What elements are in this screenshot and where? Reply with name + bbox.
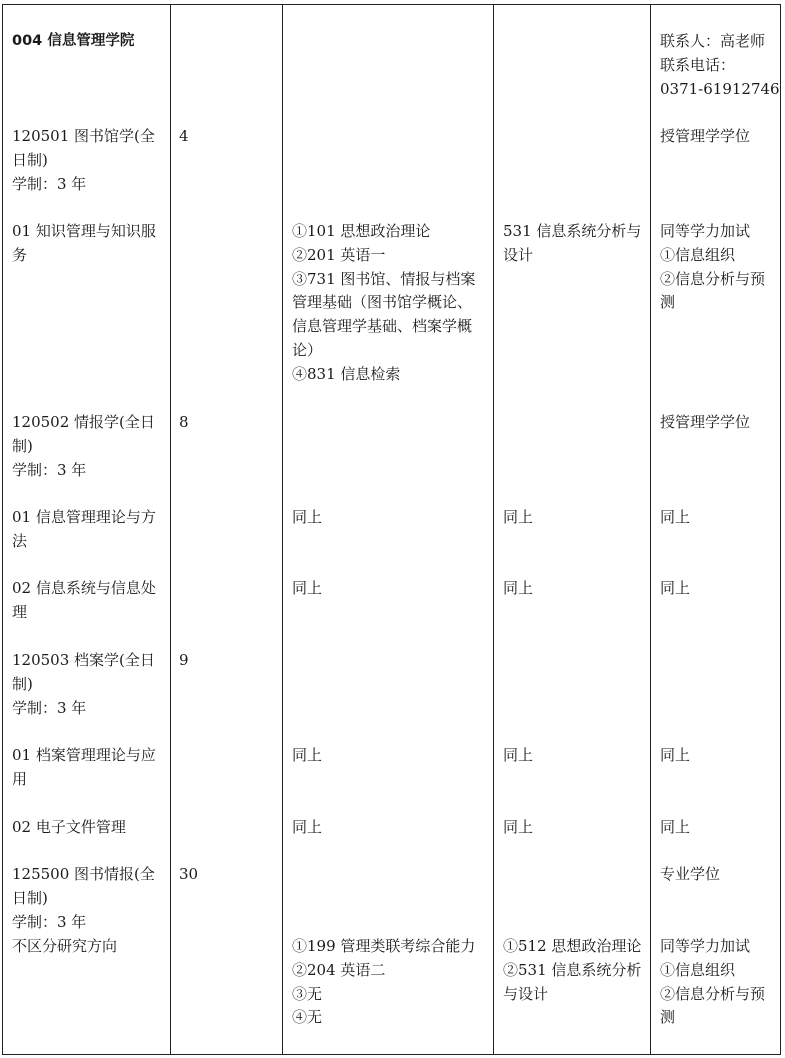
table-rule <box>780 4 781 1054</box>
retest-subjects: 同上 <box>503 508 534 526</box>
exam-subjects: 同上 <box>292 818 323 836</box>
enrollment-count: 30 <box>179 865 199 883</box>
remarks: 同上 <box>660 579 691 597</box>
table-rule <box>650 4 651 1054</box>
table-rule <box>2 4 3 1054</box>
exam-subjects: 同上 <box>292 746 323 764</box>
retest-subjects: ①512 思想政治理论 ②531 信息系统分析 与设计 <box>503 937 642 1003</box>
remarks: 同等学力加试 ①信息组织 ②信息分析与预 测 <box>660 222 766 312</box>
remarks: 授管理学学位 <box>660 413 751 431</box>
remarks: 专业学位 <box>660 865 721 883</box>
remarks: 同上 <box>660 746 691 764</box>
exam-subjects: ①199 管理类联考综合能力 ②204 英语二 ③无 ④无 <box>292 937 476 1027</box>
contact-info: 联系人：高老师 联系电话： 0371-61912746 <box>660 32 780 98</box>
research-direction: 02 信息系统与信息处 理 <box>12 579 156 621</box>
enrollment-count: 9 <box>179 651 189 669</box>
college-name: 004 信息管理学院 <box>12 33 135 49</box>
research-direction: 02 电子文件管理 <box>12 818 126 836</box>
remarks: 同等学力加试 ①信息组织 ②信息分析与预 测 <box>660 937 766 1027</box>
major-name: 125500 图书情报(全 日制) 学制：3 年 <box>12 865 155 931</box>
table-rule <box>170 4 171 1054</box>
table-rule <box>2 1054 781 1055</box>
remarks: 授管理学学位 <box>660 127 751 145</box>
research-direction: 不区分研究方向 <box>12 937 118 955</box>
table-rule <box>493 4 494 1054</box>
research-direction: 01 档案管理理论与应 用 <box>12 746 156 788</box>
retest-subjects: 同上 <box>503 579 534 597</box>
table-rule <box>2 4 781 5</box>
retest-subjects: 531 信息系统分析与 设计 <box>503 222 642 264</box>
major-name: 120503 档案学(全日 制) 学制：3 年 <box>12 651 155 717</box>
remarks: 同上 <box>660 818 691 836</box>
research-direction: 01 信息管理理论与方 法 <box>12 508 156 550</box>
research-direction: 01 知识管理与知识服 务 <box>12 222 156 264</box>
major-name: 120502 情报学(全日 制) 学制：3 年 <box>12 413 155 479</box>
remarks: 同上 <box>660 508 691 526</box>
enrollment-count: 8 <box>179 413 189 431</box>
exam-subjects: 同上 <box>292 579 323 597</box>
exam-subjects: ①101 思想政治理论 ②201 英语一 ③731 图书馆、情报与档案 管理基础（图书馆学概论、 信息管理学基础、档案学概 论） ④831 信息检索 <box>292 222 476 383</box>
major-name: 120501 图书馆学(全 日制) 学制：3 年 <box>12 127 155 193</box>
retest-subjects: 同上 <box>503 746 534 764</box>
exam-subjects: 同上 <box>292 508 323 526</box>
enrollment-count: 4 <box>179 127 189 145</box>
retest-subjects: 同上 <box>503 818 534 836</box>
table-rule <box>282 4 283 1054</box>
